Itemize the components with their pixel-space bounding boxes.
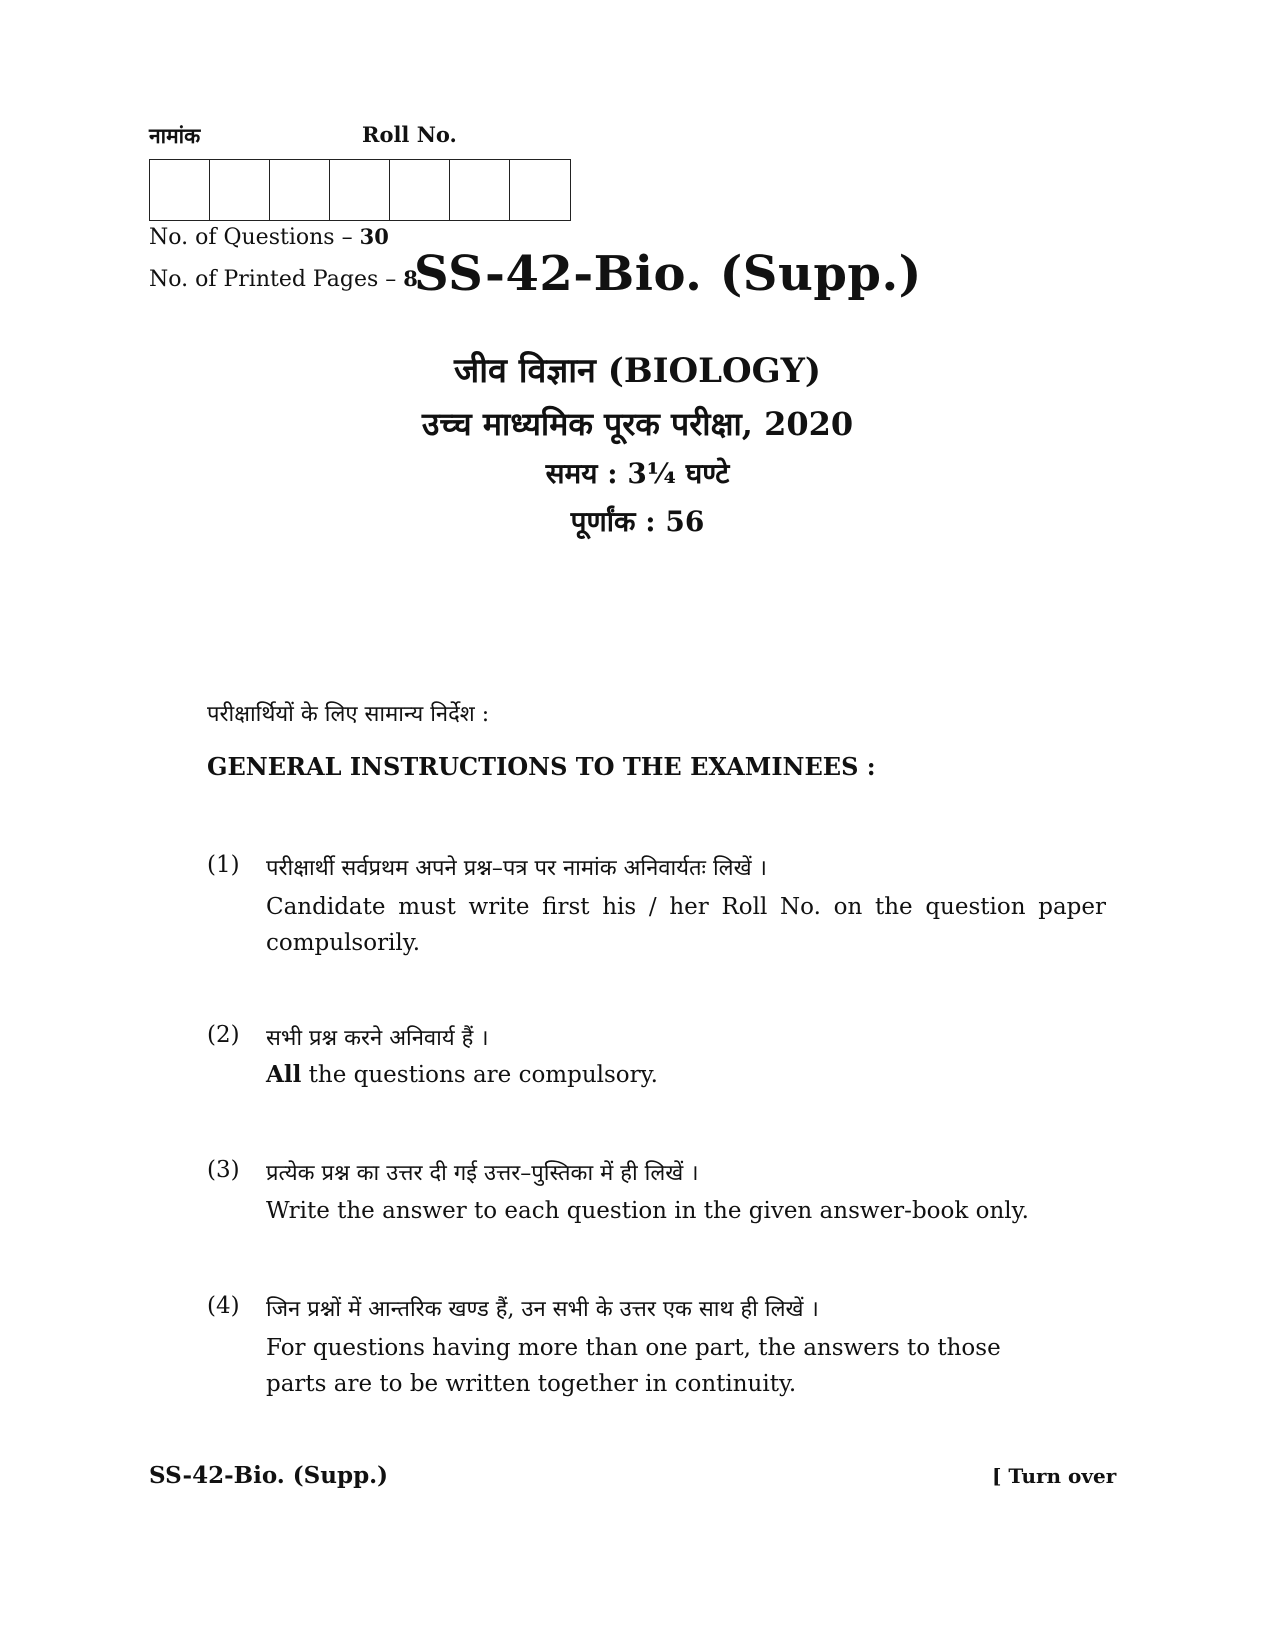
roll-box-6[interactable] (450, 160, 510, 220)
turn-over-note: [ Turn over (992, 1464, 1117, 1488)
roll-no-label: Roll No. (362, 122, 457, 147)
instruction-4-hindi: जिन प्रश्नों में आन्तरिक खण्ड हैं, उन सभी के उत्तर एक साथ ही लिखें । (266, 1297, 819, 1322)
questions-count (149, 224, 389, 250)
roll-box-4[interactable] (330, 160, 390, 220)
exam-time: समय : 3¼ घण्टे (545, 457, 730, 490)
instruction-2-hindi: सभी प्रश्न करने अनिवार्य हैं । (266, 1026, 489, 1051)
instruction-4-english: For questions having more than one part, the answers to those parts are to be written together in continuity. (266, 1335, 1001, 1397)
roll-box-7[interactable] (510, 160, 570, 220)
roll-box-3[interactable] (270, 160, 330, 220)
instructions-heading-english: GENERAL INSTRUCTIONS TO THE EXAMINEES : (207, 752, 876, 781)
roll-number-boxes[interactable] (149, 159, 571, 221)
instruction-1-hindi: परीक्षार्थी सर्वप्रथम अपने प्रश्न–पत्र पर नामांक अनिवार्यतः लिखें । (266, 856, 767, 881)
questions-value: 30 (359, 224, 389, 249)
instructions-heading-hindi: परीक्षार्थियों के लिए सामान्य निर्देश : (207, 702, 490, 727)
namank-label: नामांक (149, 123, 201, 148)
roll-box-2[interactable] (210, 160, 270, 220)
exam-marks: पूर्णांक : 56 (570, 505, 705, 538)
exam-title: उच्च माध्यमिक पूरक परीक्षा, 2020 (421, 405, 854, 443)
roll-box-1[interactable] (150, 160, 210, 220)
instruction-3-number: (3) (207, 1157, 240, 1183)
instruction-3-english: Write the answer to each question in the given answer-book only. (266, 1198, 1029, 1224)
instruction-2-english-rest: the questions are compulsory. (301, 1062, 658, 1088)
pages-label: No. of Printed Pages – (149, 267, 397, 292)
subject-title: जीव विज्ञान (BIOLOGY) (453, 351, 822, 391)
instruction-2-number: (2) (207, 1022, 240, 1048)
instruction-3-hindi: प्रत्येक प्रश्न का उत्तर दी गई उत्तर–पुस्तिका में ही लिखें । (266, 1161, 699, 1186)
paper-code: SS-42-Bio. (Supp.) (414, 246, 922, 302)
instruction-1-number: (1) (207, 852, 240, 878)
instruction-2-english (266, 1057, 1106, 1093)
instruction-2-english-bold: All (266, 1061, 302, 1088)
footer-paper-code: SS-42-Bio. (Supp.) (149, 1462, 389, 1489)
pages-count (149, 266, 418, 292)
questions-label: No. of Questions – (149, 225, 353, 250)
instruction-1-english: Candidate must write first his / her Roll No. on the question paper compulsorily. (266, 894, 1106, 956)
instruction-4-number: (4) (207, 1293, 240, 1319)
pages-value: 8 (403, 266, 418, 291)
roll-box-5[interactable] (390, 160, 450, 220)
